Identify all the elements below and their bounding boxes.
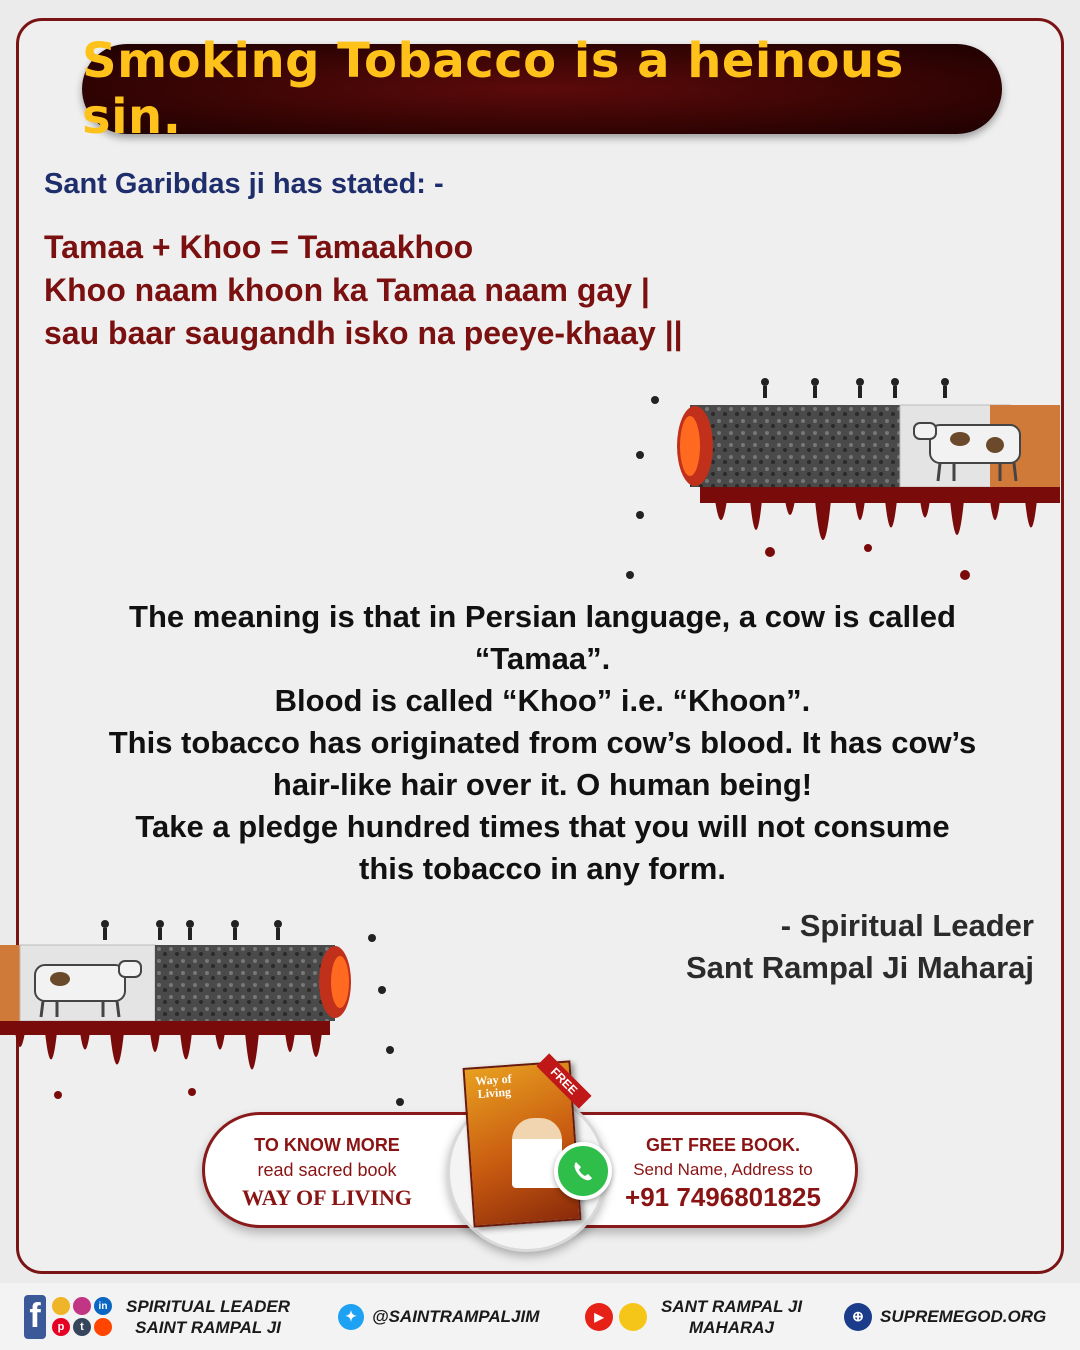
- social-icons-grid: [52, 1297, 112, 1336]
- page-title: Smoking Tobacco is a heinous sin.: [82, 33, 904, 145]
- twitter-icon[interactable]: ✦: [338, 1304, 364, 1330]
- burning-ash: [677, 405, 900, 487]
- signature: [686, 905, 1034, 989]
- verse-block: [44, 226, 683, 355]
- twitter-handle[interactable]: @SAINTRAMPALJIM: [372, 1307, 540, 1326]
- burning-ash: [155, 945, 351, 1021]
- footer-social-name-line1: SPIRITUAL LEADER: [126, 1296, 291, 1316]
- youtube-channel-name: [661, 1296, 802, 1338]
- verse-line: sau baar saugandh isko na peeye-khaay ||: [44, 315, 683, 351]
- cta-free-book-heading: GET FREE BOOK.: [645, 1135, 800, 1155]
- footer-bar: [0, 1283, 1080, 1350]
- footer-social-name: [126, 1296, 290, 1338]
- meaning-line: Take a pledge hundred times that you will not consume: [135, 809, 950, 844]
- globe-icon[interactable]: ⊕: [844, 1303, 872, 1331]
- cta-phone-number[interactable]: +91 7496801825: [625, 1182, 821, 1212]
- signature-title: - Spiritual Leader: [780, 908, 1034, 943]
- meaning-line: The meaning is that in Persian language, a cow is called: [129, 599, 956, 634]
- tumblr-icon[interactable]: t: [73, 1318, 91, 1336]
- youtube-channel-line1: SANT RAMPAL JI: [661, 1296, 803, 1316]
- satlok-app-icon[interactable]: [619, 1303, 647, 1331]
- signature-name: Sant Rampal Ji Maharaj: [685, 950, 1034, 985]
- cta-free-book: [613, 1135, 833, 1213]
- koo-icon[interactable]: [52, 1297, 70, 1315]
- meaning-line: hair-like hair over it. O human being!: [272, 767, 813, 802]
- blood-drips: [0, 1021, 330, 1099]
- free-badge: FREE: [536, 1053, 591, 1108]
- intro-stated: Sant Garibdas ji has stated: -: [44, 168, 444, 200]
- pinterest-icon[interactable]: p: [52, 1318, 70, 1336]
- cta-send-address-label: Send Name, Address to: [633, 1160, 813, 1179]
- phone-handset-icon: [568, 1156, 598, 1186]
- blood-drips: [700, 487, 1060, 580]
- cta-read-book-label: read sacred book: [257, 1160, 397, 1180]
- meaning-line: This tobacco has originated from cow’s blood. It has cow’s: [108, 725, 977, 760]
- verse-line: Khoo naam khoon ka Tamaa naam gay |: [44, 272, 650, 308]
- reddit-icon[interactable]: [94, 1318, 112, 1336]
- meaning-line: Blood is called “Khoo” i.e. “Khoon”.: [274, 683, 811, 718]
- footer-social-group: [24, 1283, 290, 1350]
- title-banner: [82, 33, 1002, 145]
- footer-social-name-line2: SAINT RAMPAL JI: [135, 1317, 281, 1337]
- facebook-icon[interactable]: f: [24, 1295, 46, 1339]
- cigarette-illustration-top: [620, 370, 1060, 600]
- whatsapp-icon[interactable]: [554, 1142, 612, 1200]
- verse-line: Tamaa + Khoo = Tamaakhoo: [44, 229, 474, 265]
- meaning-line: this tobacco in any form.: [359, 851, 726, 886]
- footer-website[interactable]: [844, 1283, 1046, 1350]
- instagram-icon[interactable]: [73, 1297, 91, 1315]
- cta-know-more: [227, 1135, 427, 1211]
- youtube-channel-line2: MAHARAJ: [689, 1317, 775, 1337]
- book-cover-title: Way of Living: [474, 1071, 513, 1101]
- cta-book-name: WAY OF LIVING: [242, 1185, 412, 1210]
- youtube-icon[interactable]: ▶: [585, 1303, 613, 1331]
- cigarette-illustration-bottom: [0, 910, 420, 1120]
- footer-twitter[interactable]: [338, 1283, 539, 1350]
- website-url[interactable]: SUPREMEGOD.ORG: [880, 1307, 1047, 1326]
- cta-know-more-heading: TO KNOW MORE: [254, 1135, 400, 1155]
- linkedin-icon[interactable]: in: [94, 1297, 112, 1315]
- meaning-text: [60, 596, 1025, 890]
- meaning-line: “Tamaa”.: [474, 641, 611, 676]
- footer-youtube[interactable]: [585, 1283, 802, 1350]
